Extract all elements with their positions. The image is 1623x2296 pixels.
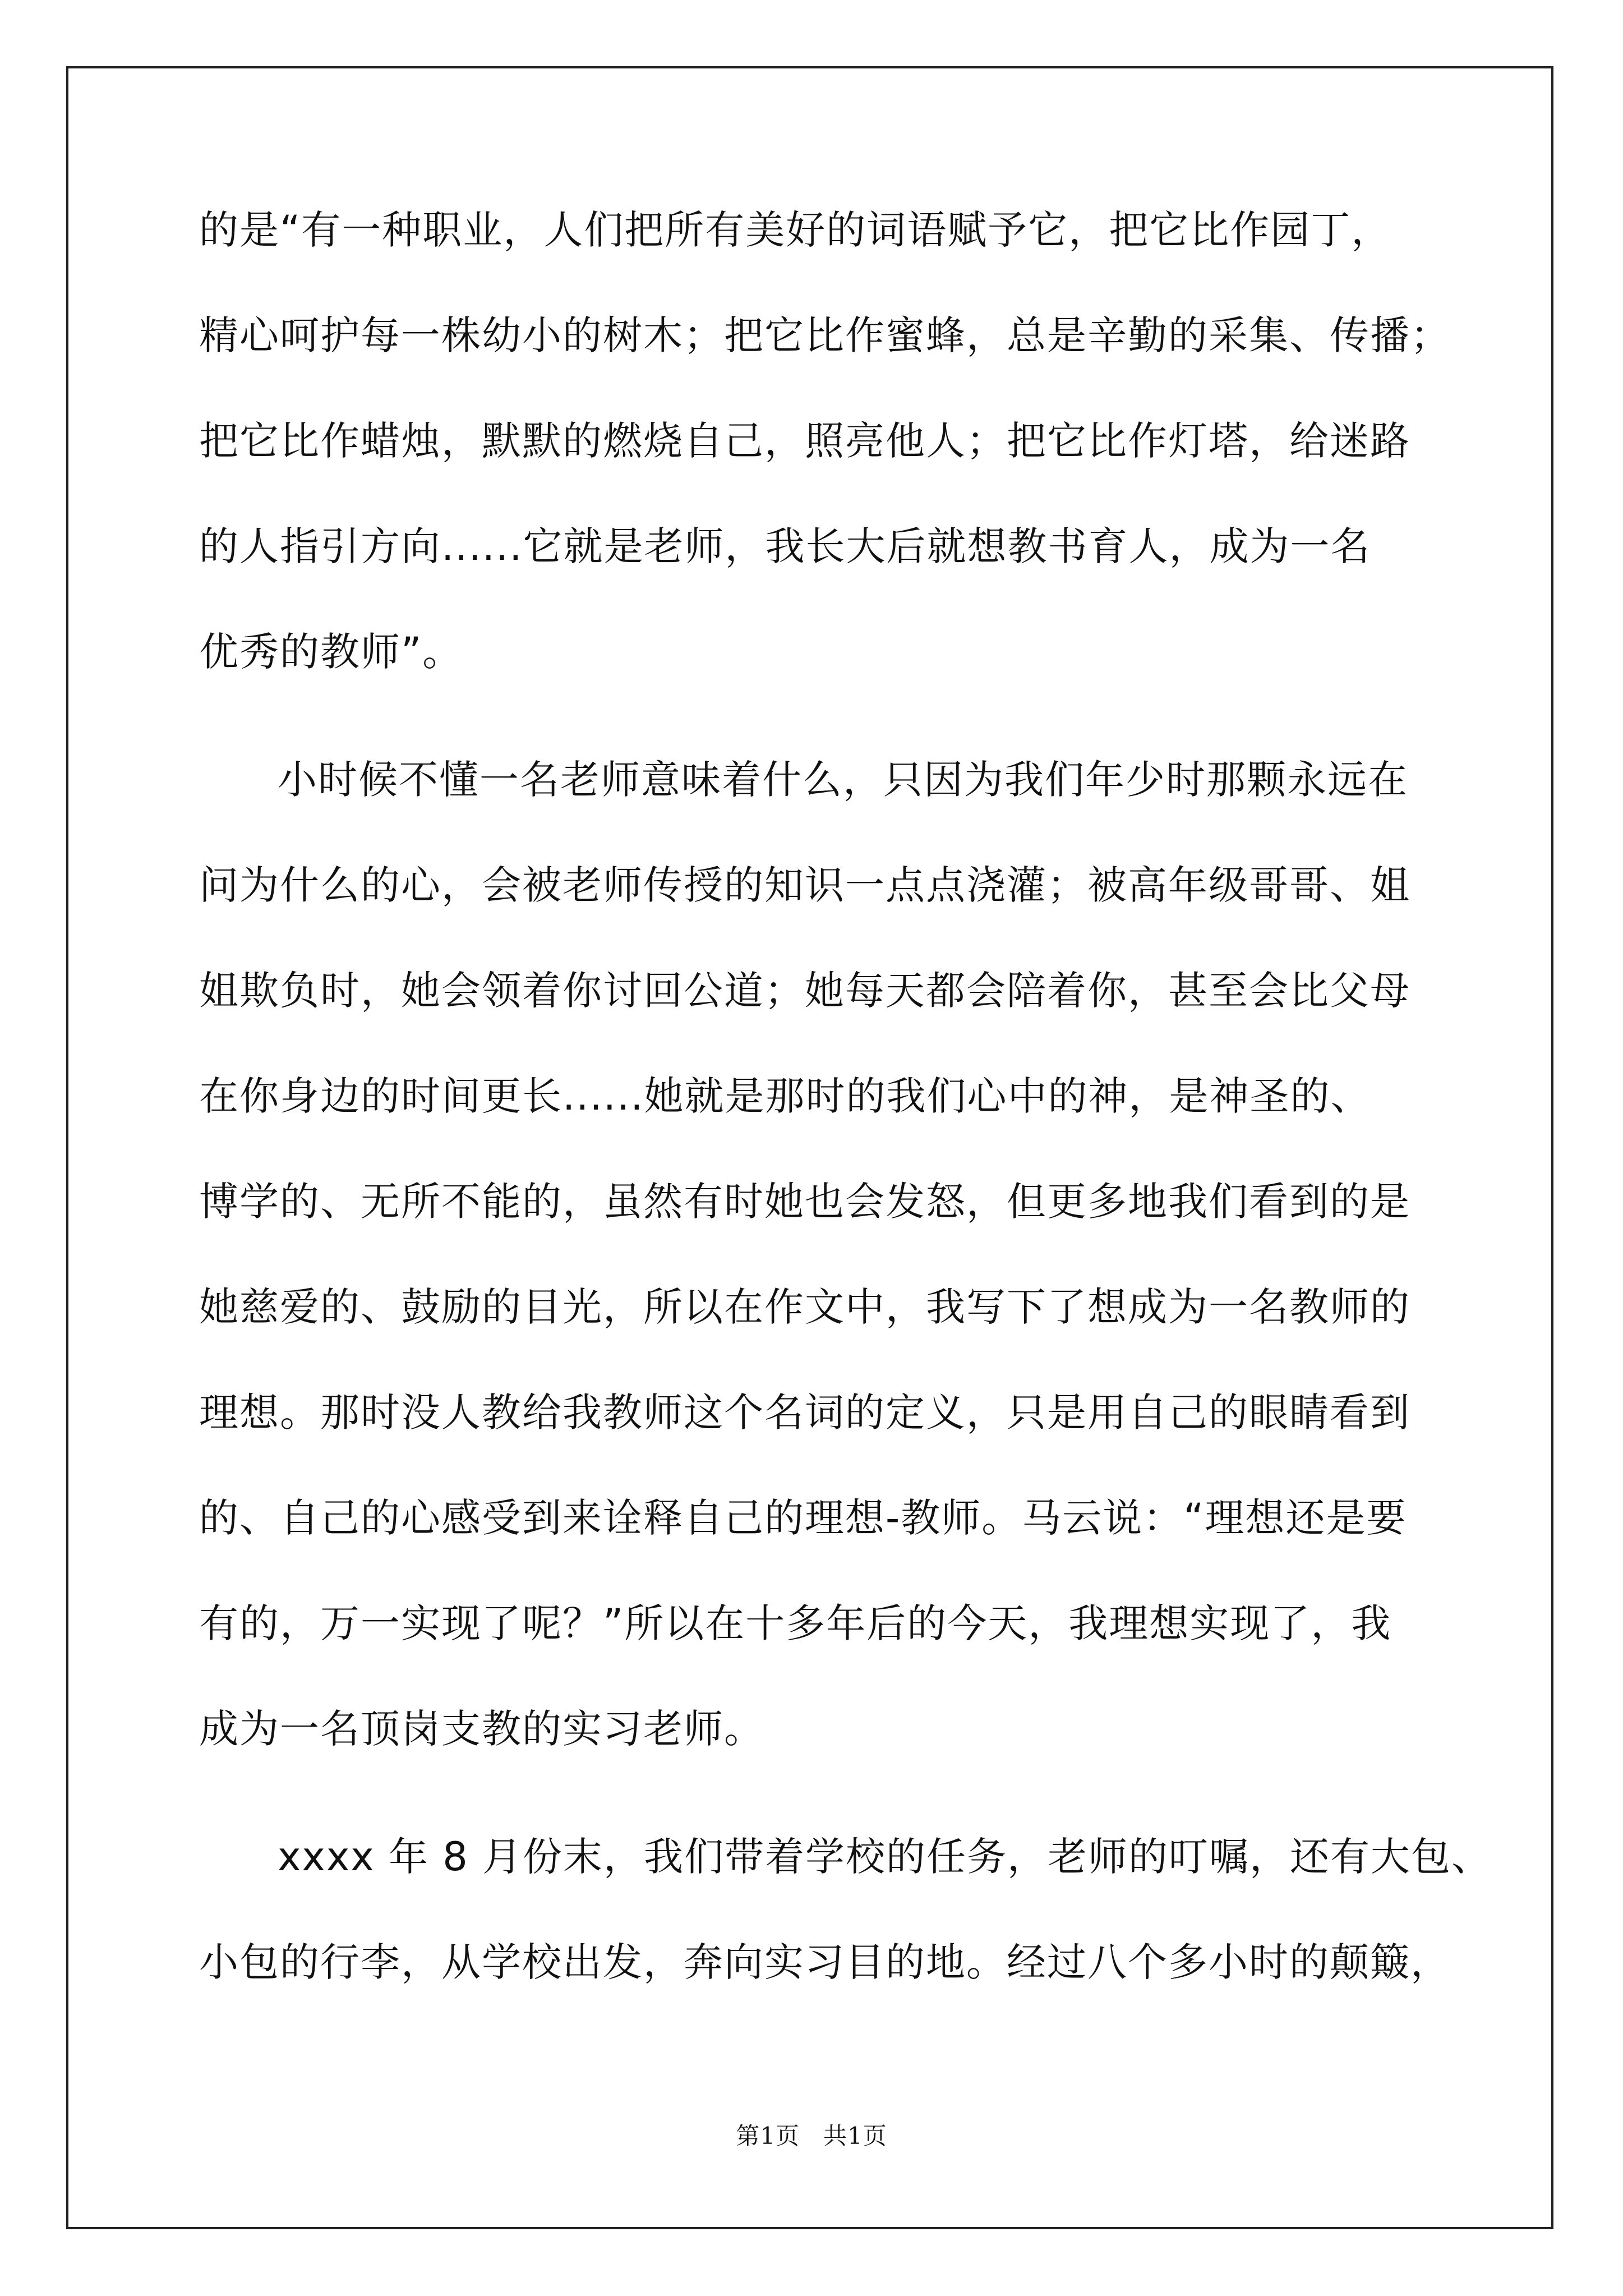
page-total: 共1页 <box>823 2122 887 2150</box>
text-line: 理想。那时没人教给我教师这个名词的定义，只是用自己的眼睛看到 <box>199 1389 1410 1435</box>
text-line: 在你身边的时间更长......她就是那时的我们心中的神，是神圣的、 <box>199 1073 1371 1119</box>
text-line: 姐欺负时，她会领着你讨回公道；她每天都会陪着你，甚至会比父母 <box>199 968 1410 1014</box>
text-line: 博学的、无所不能的，虽然有时她也会发怒，但更多地我们看到的是 <box>199 1179 1410 1225</box>
text-line: 有的，万一实现了呢？”所以在十多年后的今天，我理想实现了，我 <box>199 1600 1392 1646</box>
page-footer <box>0 2118 1623 2151</box>
text-line: 把它比作蜡烛，默默的燃烧自己，照亮他人；把它比作灯塔，给迷路 <box>199 418 1410 464</box>
text-line: 的人指引方向......它就是老师，我长大后就想教书育人，成为一名 <box>199 523 1371 569</box>
text-line: 问为什么的心，会被老师传授的知识一点点浇灌；被高年级哥哥、姐 <box>199 862 1410 908</box>
text-line: 的是“有一种职业，人们把所有美好的词语赋予它，把它比作园丁， <box>199 207 1392 253</box>
text-line: 她慈爱的、鼓励的目光，所以在作文中，我写下了想成为一名教师的 <box>199 1284 1410 1330</box>
page-number: 第1页 <box>736 2122 800 2150</box>
text-line: 小包的行李，从学校出发，奔向实习目的地。经过八个多小时的颠簸， <box>199 1939 1451 1985</box>
document-body <box>199 202 1492 2040</box>
text-line: 精心呵护每一株幼小的树木；把它比作蜜蜂，总是辛勤的采集、传播； <box>199 312 1451 358</box>
text-line: 成为一名顶岗支教的实习老师。 <box>199 1706 764 1752</box>
paragraph-first-line: xxxx 年 8 月份末，我们带着学校的任务，老师的叮嘱，还有大包、 <box>278 1834 1492 1880</box>
text-line: 的、自己的心感受到来诠释自己的理想-教师。马云说：“理想还是要 <box>199 1495 1407 1541</box>
text-line: 优秀的教师”。 <box>199 629 463 675</box>
paragraph-first-line: 小时候不懂一名老师意味着什么，只因为我们年少时那颗永远在 <box>278 757 1408 803</box>
